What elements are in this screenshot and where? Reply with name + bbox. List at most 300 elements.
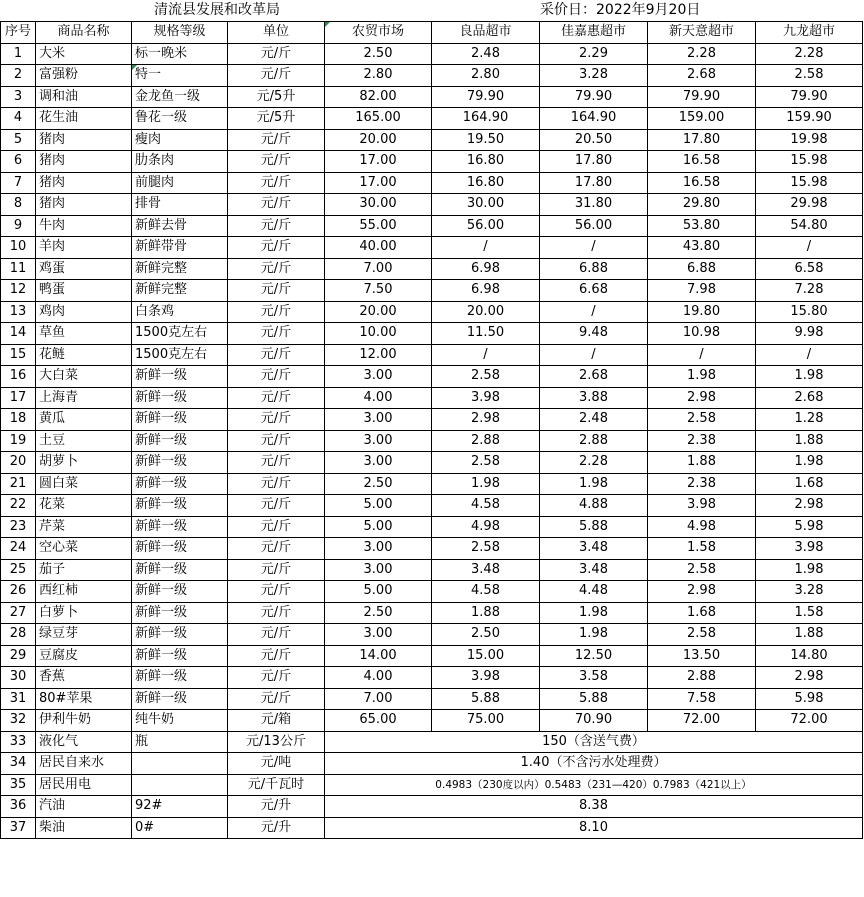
product-name: 花生油 <box>36 108 132 130</box>
unit: 元/斤 <box>228 667 325 689</box>
price-xintianyi: 1.58 <box>648 538 756 560</box>
price-jiajiahui: 56.00 <box>540 215 648 237</box>
price-farmers-market: 7.50 <box>325 280 432 302</box>
price-farmers-market: 3.00 <box>325 538 432 560</box>
price-jiajiahui: 9.48 <box>540 323 648 345</box>
sheet-header <box>0 0 864 21</box>
price-farmers-market: 3.00 <box>325 409 432 431</box>
price-farmers-market: 2.50 <box>325 43 432 65</box>
table-row <box>1 172 863 194</box>
spec-grade: 新鲜一级 <box>132 409 228 431</box>
table-row <box>1 624 863 646</box>
row-number: 33 <box>1 731 36 753</box>
price-jiajiahui: 20.50 <box>540 129 648 151</box>
price-liangpin: 2.80 <box>432 65 540 87</box>
price-jiajiahui: 1.98 <box>540 473 648 495</box>
price-liangpin: 11.50 <box>432 323 540 345</box>
price-farmers-market: 2.80 <box>325 65 432 87</box>
price-xintianyi: 7.98 <box>648 280 756 302</box>
table-row <box>1 344 863 366</box>
price-xintianyi: 43.80 <box>648 237 756 259</box>
price-xintianyi: 2.98 <box>648 581 756 603</box>
price-jiajiahui: 2.68 <box>540 366 648 388</box>
column-header-price-jiajiahui: 佳嘉惠超市 <box>540 22 648 44</box>
price-jiulong: 15.80 <box>756 301 863 323</box>
row-number: 30 <box>1 667 36 689</box>
column-header-product-name: 商品名称 <box>36 22 132 44</box>
price-farmers-market: 12.00 <box>325 344 432 366</box>
product-name: 胡萝卜 <box>36 452 132 474</box>
unit: 元/斤 <box>228 129 325 151</box>
table-row <box>1 108 863 130</box>
price-liangpin: 2.48 <box>432 43 540 65</box>
row-number: 2 <box>1 65 36 87</box>
spec-grade: 新鲜一级 <box>132 581 228 603</box>
price-xintianyi: / <box>648 344 756 366</box>
price-farmers-market: 7.00 <box>325 688 432 710</box>
price-liangpin: 5.88 <box>432 688 540 710</box>
price-jiajiahui: 3.88 <box>540 387 648 409</box>
price-liangpin: 2.58 <box>432 538 540 560</box>
unit: 元/斤 <box>228 473 325 495</box>
spec-grade: 新鲜带骨 <box>132 237 228 259</box>
spec-grade: 新鲜去骨 <box>132 215 228 237</box>
price-jiulong: 7.28 <box>756 280 863 302</box>
spec-grade: 新鲜一级 <box>132 387 228 409</box>
price-liangpin: 4.58 <box>432 581 540 603</box>
unit: 元/升 <box>228 817 325 839</box>
table-row <box>1 387 863 409</box>
product-name: 大米 <box>36 43 132 65</box>
price-jiulong: 3.98 <box>756 538 863 560</box>
table-row <box>1 645 863 667</box>
price-liangpin: 2.50 <box>432 624 540 646</box>
price-jiajiahui: 3.48 <box>540 559 648 581</box>
price-xintianyi: 72.00 <box>648 710 756 732</box>
price-jiulong: 1.98 <box>756 366 863 388</box>
spec-grade: 新鲜一级 <box>132 559 228 581</box>
unit: 元/斤 <box>228 516 325 538</box>
row-number: 20 <box>1 452 36 474</box>
price-liangpin: 1.88 <box>432 602 540 624</box>
product-name: 芹菜 <box>36 516 132 538</box>
price-farmers-market: 17.00 <box>325 151 432 173</box>
unit: 元/5升 <box>228 86 325 108</box>
price-xintianyi: 17.80 <box>648 129 756 151</box>
row-number: 10 <box>1 237 36 259</box>
row-number: 9 <box>1 215 36 237</box>
spec-grade: 新鲜一级 <box>132 430 228 452</box>
table-row <box>1 710 863 732</box>
unit: 元/斤 <box>228 65 325 87</box>
price-jiulong: / <box>756 237 863 259</box>
table-row <box>1 323 863 345</box>
spec-grade: 排骨 <box>132 194 228 216</box>
price-jiulong: 5.98 <box>756 516 863 538</box>
spec-grade: 前腿肉 <box>132 172 228 194</box>
unit: 元/斤 <box>228 280 325 302</box>
product-name: 汽油 <box>36 796 132 818</box>
table-row-merged <box>1 817 863 839</box>
row-number: 14 <box>1 323 36 345</box>
unit: 元/箱 <box>228 710 325 732</box>
row-number: 24 <box>1 538 36 560</box>
row-number: 18 <box>1 409 36 431</box>
unit: 元/斤 <box>228 688 325 710</box>
agency-name: 清流县发展和改革局 <box>154 2 280 18</box>
price-jiajiahui: 5.88 <box>540 688 648 710</box>
column-header-price-farmers-market: 农贸市场 <box>325 22 432 44</box>
spec-grade: 纯牛奶 <box>132 710 228 732</box>
table-row <box>1 473 863 495</box>
unit: 元/斤 <box>228 172 325 194</box>
row-number: 19 <box>1 430 36 452</box>
price-xintianyi: 16.58 <box>648 151 756 173</box>
price-jiulong: 1.98 <box>756 559 863 581</box>
table-row <box>1 86 863 108</box>
price-jiajiahui: / <box>540 237 648 259</box>
spec-grade: 新鲜一级 <box>132 516 228 538</box>
price-jiajiahui: 6.68 <box>540 280 648 302</box>
unit: 元/斤 <box>228 323 325 345</box>
unit: 元/斤 <box>228 581 325 603</box>
price-liangpin: 16.80 <box>432 172 540 194</box>
row-number: 29 <box>1 645 36 667</box>
survey-date: 采价日：2022年9月20日 <box>540 2 701 18</box>
price-liangpin: 56.00 <box>432 215 540 237</box>
price-jiajiahui: 3.48 <box>540 538 648 560</box>
price-jiajiahui: 70.90 <box>540 710 648 732</box>
table-row <box>1 280 863 302</box>
price-jiulong: 72.00 <box>756 710 863 732</box>
price-jiajiahui: 164.90 <box>540 108 648 130</box>
product-name: 鸭蛋 <box>36 280 132 302</box>
unified-price: 1.40（不含污水处理费） <box>325 753 863 775</box>
table-row-merged <box>1 796 863 818</box>
price-xintianyi: 6.88 <box>648 258 756 280</box>
price-jiajiahui: 2.88 <box>540 430 648 452</box>
price-jiajiahui: 17.80 <box>540 151 648 173</box>
unit: 元/斤 <box>228 237 325 259</box>
table-row <box>1 258 863 280</box>
row-number: 17 <box>1 387 36 409</box>
product-name: 居民用电 <box>36 774 132 796</box>
product-name: 花鲢 <box>36 344 132 366</box>
price-xintianyi: 7.58 <box>648 688 756 710</box>
price-jiajiahui: 79.90 <box>540 86 648 108</box>
product-name: 豆腐皮 <box>36 645 132 667</box>
price-xintianyi: 79.90 <box>648 86 756 108</box>
price-liangpin: 3.98 <box>432 387 540 409</box>
row-number: 32 <box>1 710 36 732</box>
spec-grade: 瘦肉 <box>132 129 228 151</box>
product-name: 伊利牛奶 <box>36 710 132 732</box>
unit: 元/5升 <box>228 108 325 130</box>
price-xintianyi: 2.98 <box>648 387 756 409</box>
price-liangpin: 1.98 <box>432 473 540 495</box>
price-jiulong: 14.80 <box>756 645 863 667</box>
price-jiulong: 79.90 <box>756 86 863 108</box>
table-row <box>1 581 863 603</box>
spec-grade: 新鲜一级 <box>132 667 228 689</box>
unit: 元/斤 <box>228 559 325 581</box>
price-liangpin: 2.58 <box>432 366 540 388</box>
price-liangpin: 6.98 <box>432 280 540 302</box>
price-xintianyi: 2.58 <box>648 624 756 646</box>
table-row <box>1 409 863 431</box>
price-jiajiahui: 4.88 <box>540 495 648 517</box>
product-name: 羊肉 <box>36 237 132 259</box>
price-farmers-market: 3.00 <box>325 452 432 474</box>
column-header-spec-grade: 规格等级 <box>132 22 228 44</box>
price-farmers-market: 4.00 <box>325 667 432 689</box>
price-xintianyi: 1.88 <box>648 452 756 474</box>
price-xintianyi: 2.68 <box>648 65 756 87</box>
price-jiulong: / <box>756 344 863 366</box>
table-row <box>1 65 863 87</box>
row-number: 34 <box>1 753 36 775</box>
row-number: 27 <box>1 602 36 624</box>
price-jiulong: 6.58 <box>756 258 863 280</box>
price-liangpin: 15.00 <box>432 645 540 667</box>
price-jiajiahui: 2.28 <box>540 452 648 474</box>
price-jiulong: 5.98 <box>756 688 863 710</box>
product-name: 黄瓜 <box>36 409 132 431</box>
price-farmers-market: 3.00 <box>325 624 432 646</box>
row-number: 26 <box>1 581 36 603</box>
price-jiulong: 2.58 <box>756 65 863 87</box>
product-name: 猪肉 <box>36 129 132 151</box>
product-name: 调和油 <box>36 86 132 108</box>
table-row <box>1 516 863 538</box>
product-name: 花菜 <box>36 495 132 517</box>
table-row <box>1 430 863 452</box>
unit: 元/斤 <box>228 645 325 667</box>
unit: 元/13公斤 <box>228 731 325 753</box>
spec-grade <box>132 753 228 775</box>
price-xintianyi: 2.88 <box>648 667 756 689</box>
price-jiulong: 1.98 <box>756 452 863 474</box>
table-row <box>1 151 863 173</box>
price-farmers-market: 20.00 <box>325 129 432 151</box>
table-row <box>1 366 863 388</box>
unit: 元/斤 <box>228 344 325 366</box>
price-jiajiahui: 3.58 <box>540 667 648 689</box>
table-row <box>1 43 863 65</box>
spec-grade: 新鲜一级 <box>132 473 228 495</box>
spec-grade: 新鲜完整 <box>132 258 228 280</box>
price-jiajiahui: 12.50 <box>540 645 648 667</box>
product-name: 土豆 <box>36 430 132 452</box>
row-number: 28 <box>1 624 36 646</box>
table-body <box>1 22 863 839</box>
product-name: 猪肉 <box>36 194 132 216</box>
price-farmers-market: 2.50 <box>325 473 432 495</box>
row-number: 4 <box>1 108 36 130</box>
price-jiulong: 29.98 <box>756 194 863 216</box>
product-name: 西红柿 <box>36 581 132 603</box>
price-jiajiahui: / <box>540 344 648 366</box>
column-header-price-xintianyi: 新天意超市 <box>648 22 756 44</box>
unit: 元/斤 <box>228 43 325 65</box>
price-liangpin: 79.90 <box>432 86 540 108</box>
spec-grade: 肋条肉 <box>132 151 228 173</box>
unit: 元/斤 <box>228 452 325 474</box>
price-liangpin: 75.00 <box>432 710 540 732</box>
product-name: 鸡肉 <box>36 301 132 323</box>
price-farmers-market: 2.50 <box>325 602 432 624</box>
column-header-price-jiulong: 九龙超市 <box>756 22 863 44</box>
price-farmers-market: 5.00 <box>325 516 432 538</box>
price-farmers-market: 40.00 <box>325 237 432 259</box>
spec-grade: 1500克左右 <box>132 323 228 345</box>
row-number: 1 <box>1 43 36 65</box>
column-header-unit: 单位 <box>228 22 325 44</box>
unit: 元/斤 <box>228 258 325 280</box>
product-name: 猪肉 <box>36 172 132 194</box>
spec-grade: 新鲜一级 <box>132 366 228 388</box>
price-jiulong: 9.98 <box>756 323 863 345</box>
price-jiulong: 2.68 <box>756 387 863 409</box>
row-number: 23 <box>1 516 36 538</box>
row-number: 22 <box>1 495 36 517</box>
price-farmers-market: 10.00 <box>325 323 432 345</box>
product-name: 白萝卜 <box>36 602 132 624</box>
price-farmers-market: 165.00 <box>325 108 432 130</box>
unit: 元/千瓦时 <box>228 774 325 796</box>
product-name: 柴油 <box>36 817 132 839</box>
price-liangpin: 4.98 <box>432 516 540 538</box>
price-xintianyi: 1.68 <box>648 602 756 624</box>
price-jiulong: 159.90 <box>756 108 863 130</box>
spec-grade: 0# <box>132 817 228 839</box>
table-row <box>1 452 863 474</box>
spec-grade: 新鲜一级 <box>132 688 228 710</box>
product-name: 牛肉 <box>36 215 132 237</box>
product-name: 草鱼 <box>36 323 132 345</box>
price-liangpin: 164.90 <box>432 108 540 130</box>
price-jiajiahui: 31.80 <box>540 194 648 216</box>
product-name: 居民自来水 <box>36 753 132 775</box>
price-xintianyi: 159.00 <box>648 108 756 130</box>
product-name: 绿豆芽 <box>36 624 132 646</box>
column-header-row-number: 序号 <box>1 22 36 44</box>
price-xintianyi: 2.58 <box>648 559 756 581</box>
spec-grade: 金龙鱼一级 <box>132 86 228 108</box>
price-jiajiahui: 1.98 <box>540 602 648 624</box>
unit: 元/斤 <box>228 409 325 431</box>
price-xintianyi: 4.98 <box>648 516 756 538</box>
product-name: 大白菜 <box>36 366 132 388</box>
unit: 元/斤 <box>228 624 325 646</box>
price-farmers-market: 3.00 <box>325 559 432 581</box>
spec-grade <box>132 774 228 796</box>
unit: 元/斤 <box>228 301 325 323</box>
price-jiulong: 15.98 <box>756 151 863 173</box>
price-jiulong: 19.98 <box>756 129 863 151</box>
product-name: 香蕉 <box>36 667 132 689</box>
price-jiulong: 1.28 <box>756 409 863 431</box>
row-number: 15 <box>1 344 36 366</box>
table-row <box>1 215 863 237</box>
price-liangpin: 19.50 <box>432 129 540 151</box>
price-jiulong: 15.98 <box>756 172 863 194</box>
price-xintianyi: 2.28 <box>648 43 756 65</box>
price-jiulong: 1.88 <box>756 430 863 452</box>
price-farmers-market: 14.00 <box>325 645 432 667</box>
price-jiajiahui: 2.29 <box>540 43 648 65</box>
price-jiajiahui: 1.98 <box>540 624 648 646</box>
table-row-merged <box>1 753 863 775</box>
price-liangpin: / <box>432 237 540 259</box>
price-jiulong: 2.98 <box>756 495 863 517</box>
product-name: 猪肉 <box>36 151 132 173</box>
price-xintianyi: 2.58 <box>648 409 756 431</box>
row-number: 16 <box>1 366 36 388</box>
price-jiajiahui: / <box>540 301 648 323</box>
price-jiajiahui: 3.28 <box>540 65 648 87</box>
price-xintianyi: 13.50 <box>648 645 756 667</box>
unified-price: 8.10 <box>325 817 863 839</box>
spec-grade: 1500克左右 <box>132 344 228 366</box>
table-row <box>1 129 863 151</box>
price-jiajiahui: 2.48 <box>540 409 648 431</box>
header-row <box>1 22 863 44</box>
product-name: 茄子 <box>36 559 132 581</box>
row-number: 5 <box>1 129 36 151</box>
row-number: 3 <box>1 86 36 108</box>
unit: 元/斤 <box>228 215 325 237</box>
price-liangpin: 2.88 <box>432 430 540 452</box>
spec-grade: 92# <box>132 796 228 818</box>
price-xintianyi: 2.38 <box>648 430 756 452</box>
price-farmers-market: 65.00 <box>325 710 432 732</box>
table-row <box>1 688 863 710</box>
product-name: 圆白菜 <box>36 473 132 495</box>
price-jiajiahui: 4.48 <box>540 581 648 603</box>
price-liangpin: 4.58 <box>432 495 540 517</box>
product-name: 上海青 <box>36 387 132 409</box>
price-xintianyi: 1.98 <box>648 366 756 388</box>
product-name: 富强粉 <box>36 65 132 87</box>
price-liangpin: 20.00 <box>432 301 540 323</box>
row-number: 12 <box>1 280 36 302</box>
table-row <box>1 667 863 689</box>
price-jiulong: 1.88 <box>756 624 863 646</box>
price-liangpin: 6.98 <box>432 258 540 280</box>
price-jiulong: 1.58 <box>756 602 863 624</box>
price-jiulong: 2.98 <box>756 667 863 689</box>
spec-grade: 新鲜一级 <box>132 452 228 474</box>
price-liangpin: 2.58 <box>432 452 540 474</box>
price-jiajiahui: 17.80 <box>540 172 648 194</box>
price-jiajiahui: 6.88 <box>540 258 648 280</box>
price-jiulong: 2.28 <box>756 43 863 65</box>
price-farmers-market: 3.00 <box>325 366 432 388</box>
spec-grade: 瓶 <box>132 731 228 753</box>
spec-grade: 新鲜一级 <box>132 645 228 667</box>
unit: 元/斤 <box>228 151 325 173</box>
row-number: 8 <box>1 194 36 216</box>
price-farmers-market: 17.00 <box>325 172 432 194</box>
price-jiulong: 3.28 <box>756 581 863 603</box>
row-number: 25 <box>1 559 36 581</box>
spec-grade: 特一 <box>132 65 228 87</box>
price-liangpin: 16.80 <box>432 151 540 173</box>
product-name: 液化气 <box>36 731 132 753</box>
spec-grade: 白条鸡 <box>132 301 228 323</box>
unified-price: 8.38 <box>325 796 863 818</box>
